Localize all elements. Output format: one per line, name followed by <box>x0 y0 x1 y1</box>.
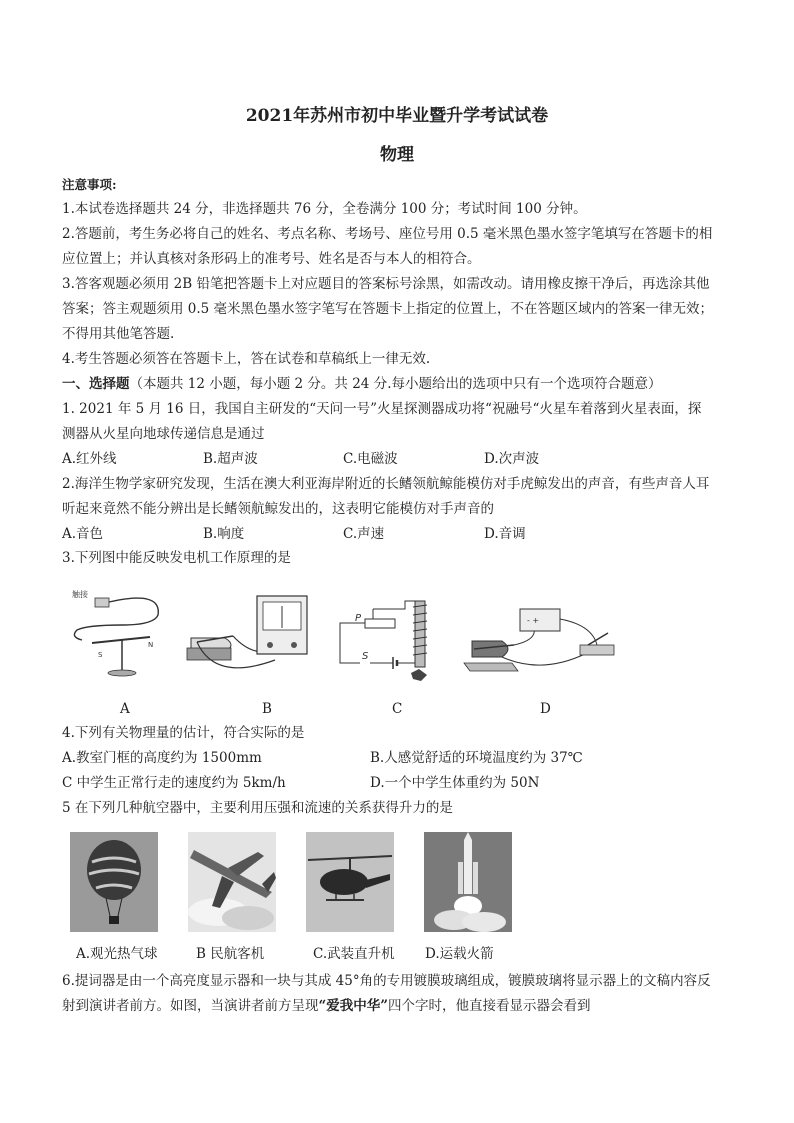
q5-option-c: C.武装直升机 <box>313 946 395 962</box>
note-3b: 答案；答主观题须用 0.5 毫米黑色墨水签字笔写在答题卡上指定的位置上，不在答题区域内的答案一律无效； <box>62 301 714 317</box>
q4-stem: 4.下列有关物理量的估计，符合实际的是 <box>62 725 305 741</box>
q5-option-a: A.观光热气球 <box>76 946 158 962</box>
q3-figure-d <box>462 605 622 685</box>
q1-option-a: A.红外线 <box>62 451 117 467</box>
q3-figure-a-label: 触接 <box>72 590 88 599</box>
section-1-heading: 一、选择题 <box>62 376 130 392</box>
q4-option-d: D.一个中学生体重约为 50N <box>370 775 540 791</box>
svg-text:N: N <box>148 641 154 649</box>
q3-stem: 3.下列图中能反映发电机工作原理的是 <box>62 550 291 566</box>
q5-stem: 5 在下列几种航空器中，主要利用压强和流速的关系获得升力的是 <box>62 800 453 816</box>
q5-photo-helicopter <box>306 832 394 932</box>
notes-heading: 注意事项: <box>62 177 117 192</box>
q2-option-d: D.音调 <box>484 526 526 542</box>
q1-option-d: D.次声波 <box>484 451 540 467</box>
q3-label-a: A <box>120 701 130 717</box>
q6-line2-pre: 射到演讲者前方。如图，当演讲者前方呈现 <box>62 998 319 1014</box>
q1-line2: 测器从火星向地球传递信息是通过 <box>62 426 265 442</box>
section-1-desc: （本题共 12 小题，每小题 2 分。共 24 分.每小题给出的选项中只有一个选项符合题意） <box>129 376 662 392</box>
q2-line1: 2.海洋生物学家研究发现，生活在澳大利亚海岸附近的长鳍领航鲸能模仿对手虎鲸发出的声音，有些声音人耳 <box>62 476 710 492</box>
q3-label-b: B <box>262 701 272 717</box>
q1-line1: 1. 2021 年 5 月 16 日，我国自主研发的“天问一号”火星探测器成功将“祝融号“火星车着落到火星表面，探 <box>62 401 702 417</box>
q6-line2 <box>62 997 591 1015</box>
q4-option-a: A.教室门框的高度约为 1500mm <box>62 750 262 766</box>
q2-option-b: B.响度 <box>203 526 245 542</box>
note-3a: 3.答客观题必须用 2B 铅笔把答题卡上对应题目的答案标号涂黑，如需改动。请用橡皮擦干净后，再选涂其他 <box>62 276 710 292</box>
q6-line2-bold: “爱我中华” <box>318 998 389 1014</box>
q2-line2: 听起来竟然不能分辨出是长鳍领航鲸发出的，这表明它能模仿对手声音的 <box>62 501 494 517</box>
q3-figure-a <box>62 585 182 680</box>
note-2a: 2.答题前，考生务必将自己的姓名、考点名称、考场号、座位号用 0.5 毫米黑色墨水签字笔填写在答题卡的相 <box>62 226 713 242</box>
q5-photo-hot-air-balloon <box>70 832 158 932</box>
svg-text:- +: - + <box>527 616 540 625</box>
q5-photo-rocket <box>424 832 512 932</box>
q1-option-c: C.电磁波 <box>343 451 398 467</box>
q1-option-b: B.超声波 <box>203 451 258 467</box>
note-1: 1.本试卷选择题共 24 分，非选择题共 76 分，全卷满分 100 分；考试时间 100 分钟。 <box>62 201 587 217</box>
q3-figure-c <box>335 595 445 685</box>
q2-option-c: C.声速 <box>343 526 385 542</box>
q3-label-c: C <box>392 701 403 717</box>
note-3c: 不得用其他笔答题. <box>62 326 175 342</box>
exam-title: 2021年苏州市初中毕业暨升学考试试卷 <box>245 106 549 126</box>
q5-option-d: D.运载火箭 <box>425 946 494 962</box>
q2-option-a: A.音色 <box>62 526 104 542</box>
q4-option-b: B.人感觉舒适的环境温度约为 37℃ <box>370 750 583 766</box>
q3-figure-b <box>185 590 315 685</box>
note-4: 4.考生答题必须答在答题卡上，答在试卷和草稿纸上一律无效. <box>62 351 431 367</box>
subject-title: 物理 <box>380 145 414 165</box>
q3-figure-c-s: S <box>362 651 369 662</box>
q3-label-d: D <box>540 701 551 717</box>
svg-text:S: S <box>98 651 103 659</box>
section-1-header <box>62 375 661 393</box>
q6-line1: 6.提词器是由一个高亮度显示器和一块与其成 45°角的专用镀膜玻璃组成，镀膜玻璃将显示器上的文稿内容反 <box>62 973 711 989</box>
q3-figure-c-p: P <box>355 613 362 624</box>
note-2b: 应位置上；并认真核对条形码上的准考号、姓名是否与本人的相符合。 <box>62 251 481 267</box>
q4-option-c: C 中学生正常行走的速度约为 5km/h <box>62 775 286 791</box>
q5-photo-airliner <box>188 832 276 932</box>
q5-option-b: B 民航客机 <box>196 946 265 962</box>
q6-line2-post: 四个字时，他直接看显示器会看到 <box>388 998 591 1014</box>
